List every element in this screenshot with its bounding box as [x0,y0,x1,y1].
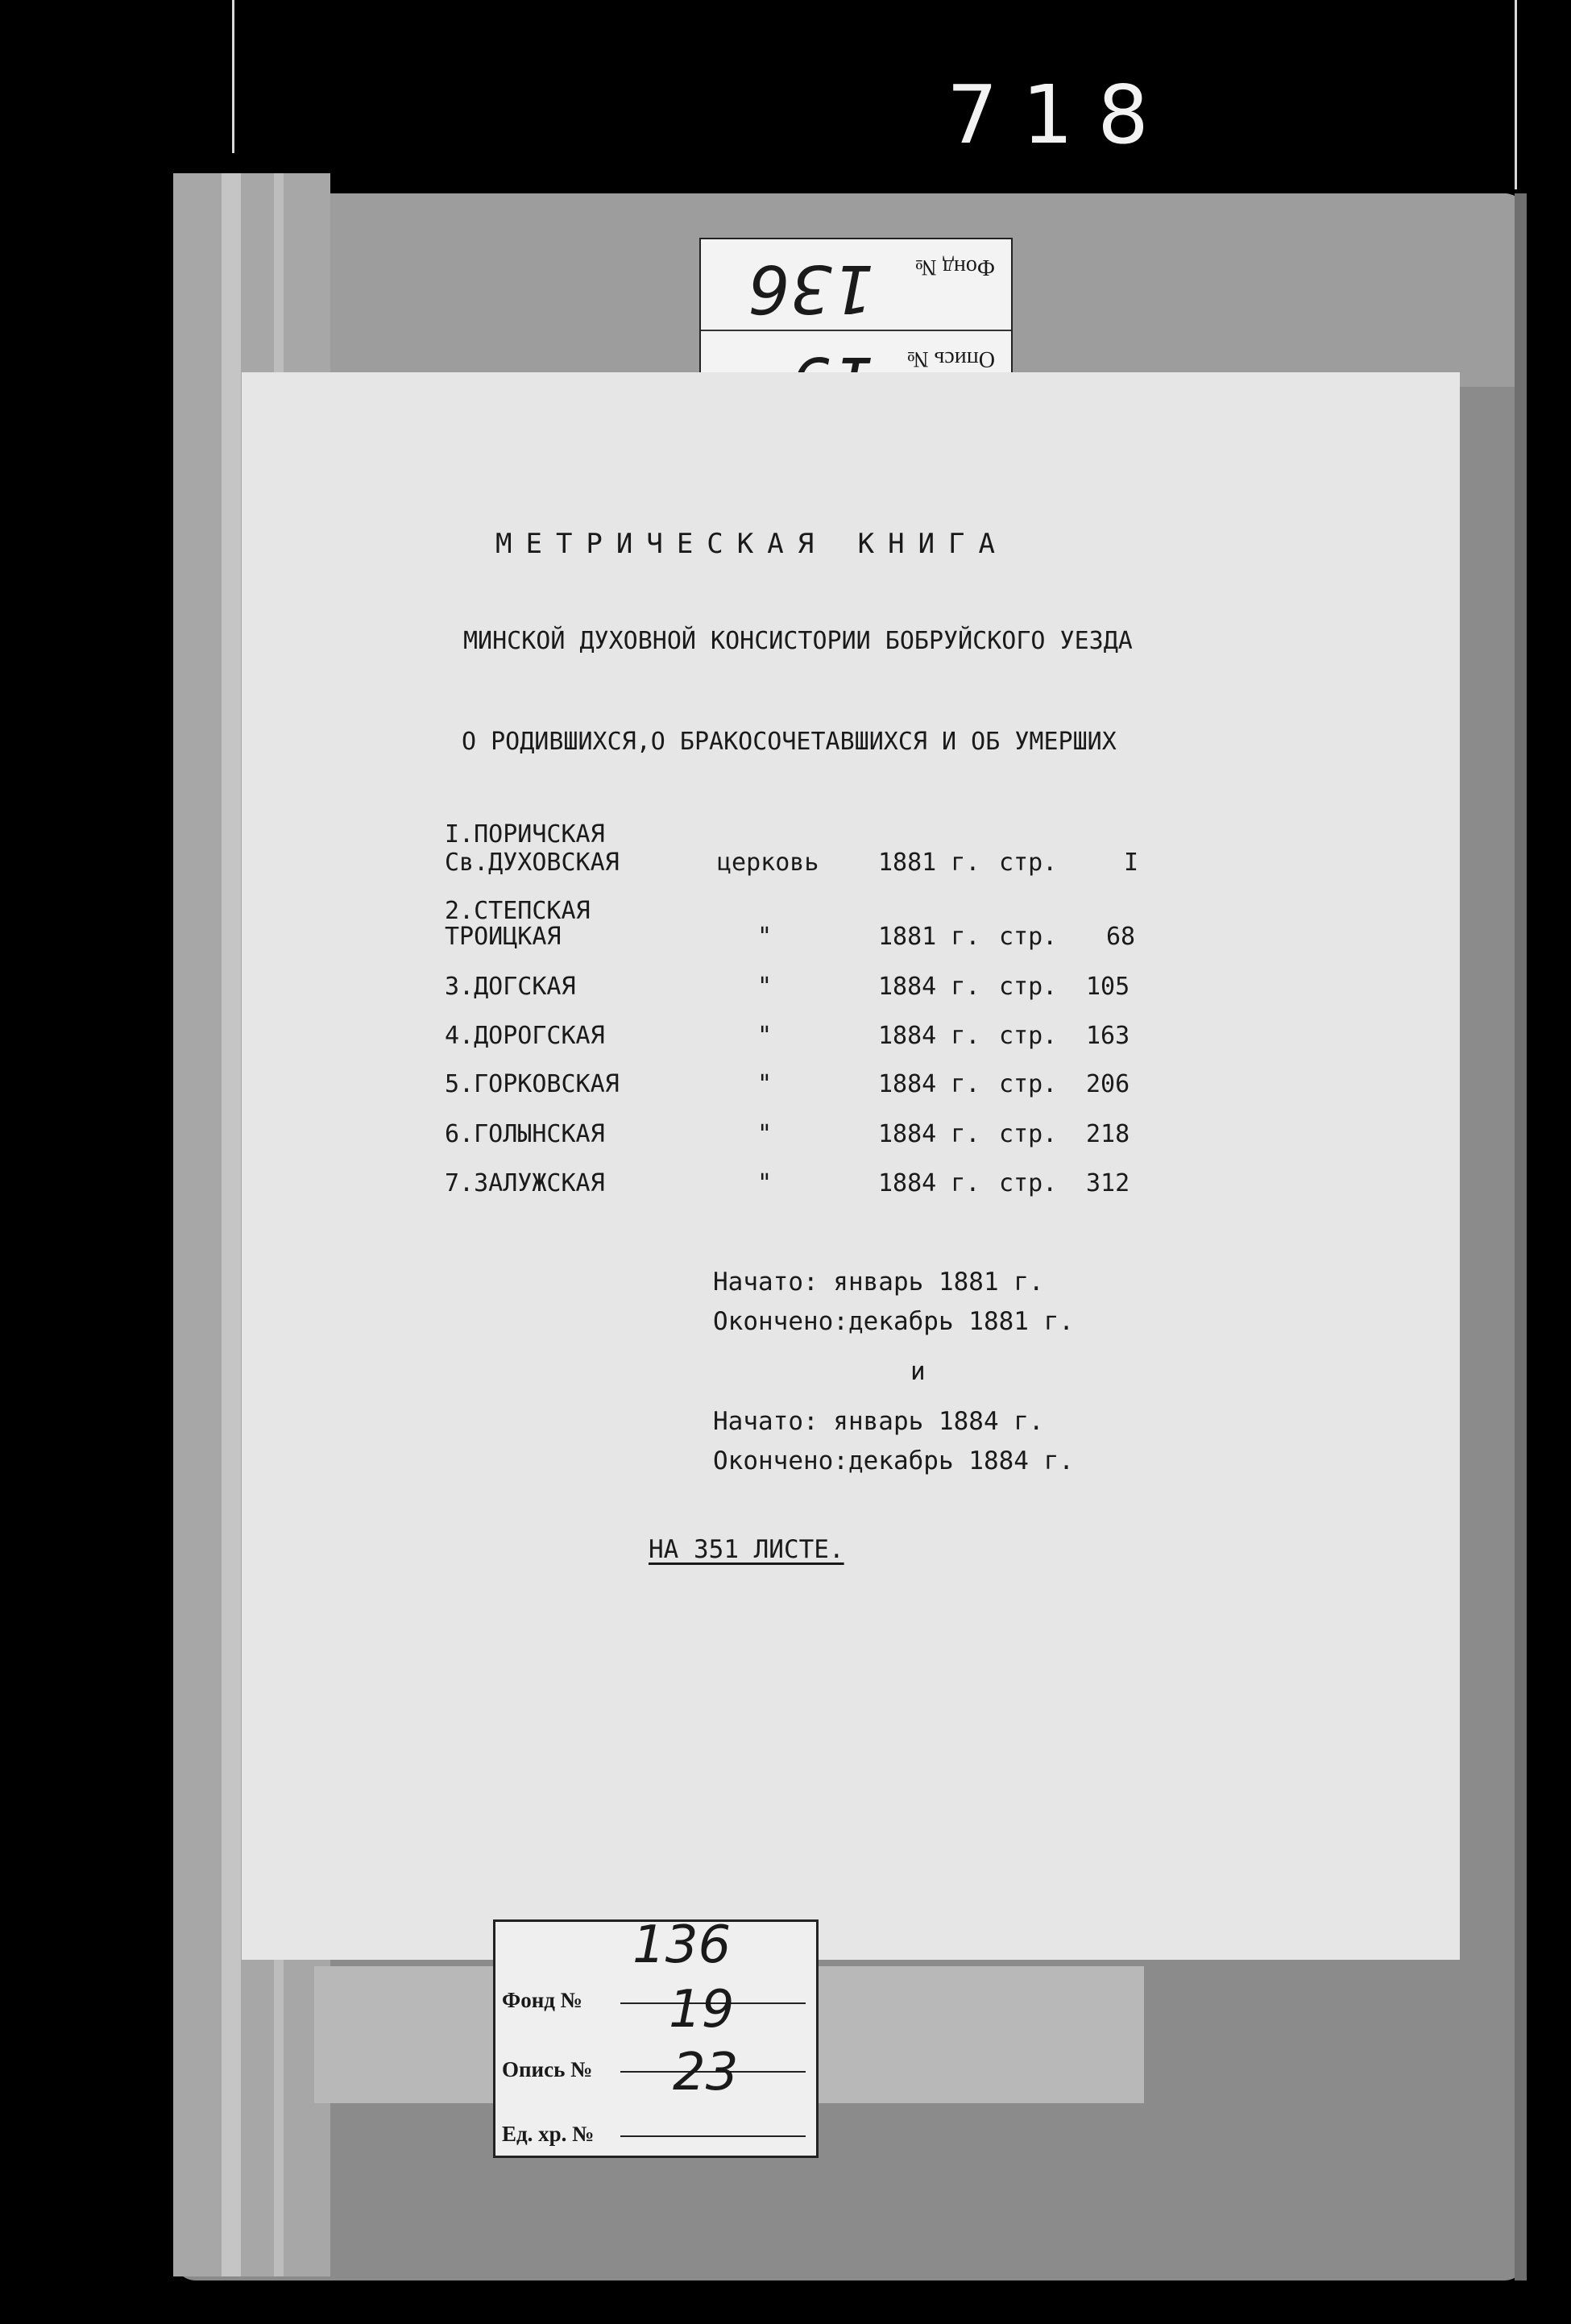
title-sheet [242,372,1460,1960]
church-page: 206 [1086,1070,1130,1098]
church-name: 2.СТЕПСКАЯ [445,897,591,925]
stamp-ed-underline [620,2135,806,2137]
stamp-ed-caption: Ед. хр. № [502,2122,595,2146]
church-kind: церковь [717,849,819,877]
stamp-fond-caption: Фонд № [502,1988,582,2012]
church-kind: " [757,923,773,951]
spine-binding-stripe [222,173,241,2276]
period2-end: Окончено:декабрь 1884 г. [713,1446,1074,1475]
church-dedication: ТРОИЦКАЯ [445,923,562,951]
stamp-ed-value: 23 [673,2043,739,2102]
church-page-label: стр. [999,923,1058,951]
document-subtitle: МИНСКОЙ ДУХОВНОЙ КОНСИСТОРИИ БОБРУЙСКОГО УЕЗДА [463,627,1133,655]
spine-label-fond-row [701,239,1011,330]
church-page: I [1124,849,1139,877]
church-year: 1884 г. [878,1022,980,1050]
church-kind: " [757,1120,773,1148]
church-page: 105 [1086,973,1130,1001]
stamp-opis-caption: Опись № [502,2057,593,2081]
film-frame-line-right [1515,0,1517,189]
church-year: 1881 г. [878,849,980,877]
church-name: 4.ДОРОГСКАЯ [445,1022,605,1050]
church-dedication: Св.ДУХОВСКАЯ [445,849,620,877]
period-conjunction: и [910,1357,926,1386]
church-name: 6.ГОЛЫНСКАЯ [445,1120,605,1148]
spine-label-opis-caption: Опись № [906,347,995,371]
spine-label-fond-value: 136 [748,250,874,326]
church-page-label: стр. [999,849,1058,877]
church-page-label: стр. [999,973,1058,1001]
period1-start: Начато: январь 1881 г. [713,1268,1044,1297]
document-title: МЕТРИЧЕСКАЯ КНИГА [495,528,1009,560]
period2-start: Начато: январь 1884 г. [713,1407,1044,1436]
period1-end: Окончено:декабрь 1881 г. [713,1307,1074,1336]
church-name: I.ПОРИЧСКАЯ [445,820,605,849]
church-kind: " [757,973,773,1001]
church-name: 3.ДОГСКАЯ [445,973,576,1001]
stamp-fond-value: 136 [632,1915,732,1975]
church-name: 5.ГОРКОВСКАЯ [445,1070,620,1098]
church-year: 1884 г. [878,973,980,1001]
church-kind: " [757,1169,773,1197]
church-year: 1881 г. [878,923,980,951]
film-frame-line-left [232,0,234,153]
church-page-label: стр. [999,1120,1058,1148]
sheet-count: НА 351 ЛИСТЕ. [649,1535,844,1564]
church-page: 218 [1086,1120,1130,1148]
church-year: 1884 г. [878,1070,980,1098]
document-subtitle-records: О РОДИВШИХСЯ,О БРАКОСОЧЕТАВШИХСЯ И ОБ УМЕРШИХ [462,728,1117,756]
cover-edge [1515,193,1527,2280]
church-page-label: стр. [999,1070,1058,1098]
church-kind: " [757,1070,773,1098]
church-name: 7.ЗАЛУЖСКАЯ [445,1169,605,1197]
church-year: 1884 г. [878,1120,980,1148]
church-year: 1884 г. [878,1169,980,1197]
church-page: 163 [1086,1022,1130,1050]
archive-number: 718 [947,68,1173,162]
church-kind: " [757,1022,773,1050]
church-page-label: стр. [999,1169,1058,1197]
stamp-opis-value: 19 [669,1980,735,2040]
church-page: 312 [1086,1169,1130,1197]
archive-stamp [493,1915,819,2158]
church-page-label: стр. [999,1022,1058,1050]
church-page: 68 [1106,923,1136,951]
spine-label-fond-caption: Фонд № [914,255,995,280]
